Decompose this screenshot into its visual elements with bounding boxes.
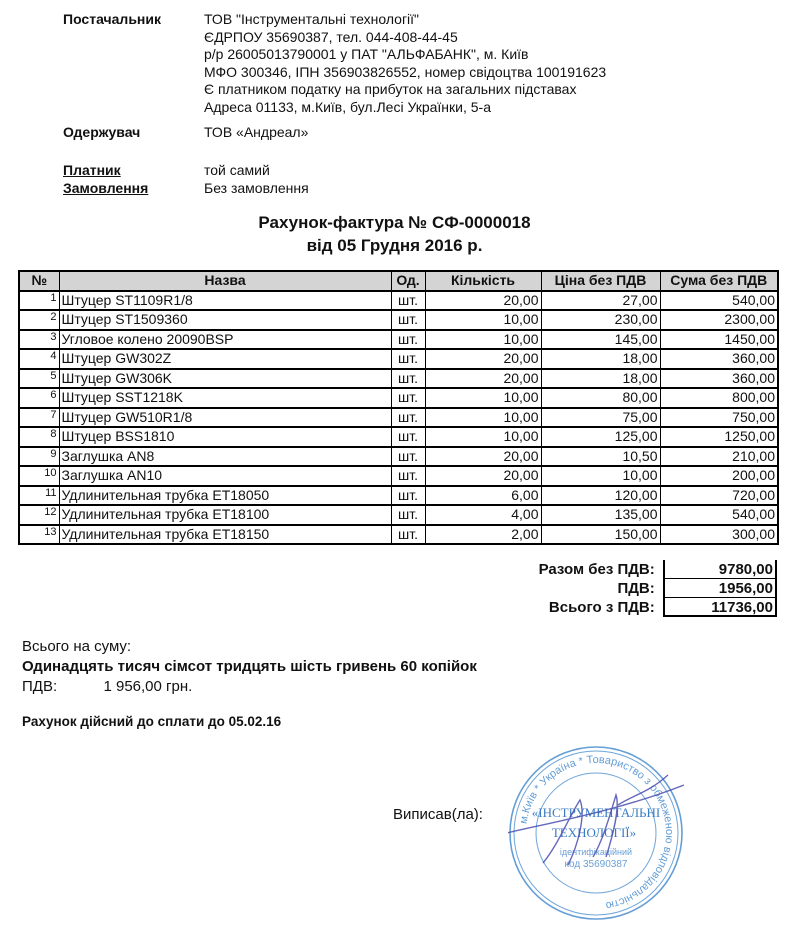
- item-unit: шт.: [391, 291, 425, 311]
- item-quantity: 20,00: [425, 369, 541, 389]
- stamp-code-line2: код 35690387: [564, 859, 628, 870]
- row-number: 10: [19, 466, 59, 486]
- row-number: 13: [19, 525, 59, 545]
- stamp-company-line1: «ІНСТРУМЕНТАЛЬНІ: [531, 805, 661, 820]
- item-price: 80,00: [541, 388, 660, 408]
- item-price: 230,00: [541, 310, 660, 330]
- supplier-mfo: МФО 300346, ІПН 356903826552, номер свідоцтва 100191623: [204, 63, 607, 80]
- item-unit: шт.: [391, 466, 425, 486]
- supplier-bank-account: р/р 26005013790001 у ПАТ "АЛЬФАБАНК", м. Київ: [204, 46, 529, 63]
- item-price: 135,00: [541, 505, 660, 525]
- total-without-vat: [480, 560, 777, 579]
- total-with-vat-label: Всього з ПДВ:: [548, 599, 655, 616]
- item-name: Штуцер ST1509360: [59, 310, 391, 330]
- item-quantity: 10,00: [425, 330, 541, 350]
- row-number: 12: [19, 505, 59, 525]
- table-row: [19, 369, 778, 389]
- summary-block: [22, 637, 477, 697]
- item-quantity: 2,00: [425, 525, 541, 545]
- item-name: Штуцер ST1109R1/8: [59, 291, 391, 311]
- item-name: Штуцер SST1218K: [59, 388, 391, 408]
- item-quantity: 10,00: [425, 427, 541, 447]
- total-with-vat: [480, 598, 777, 617]
- item-price: 145,00: [541, 330, 660, 350]
- item-quantity: 10,00: [425, 408, 541, 428]
- supplier-edrpou: ЄДРПОУ 35690387, тел. 044-408-44-45: [204, 28, 458, 45]
- item-name: Заглушка AN10: [59, 466, 391, 486]
- item-name: Штуцер GW302Z: [59, 349, 391, 369]
- total-without-vat-value: 9780,00: [663, 560, 777, 579]
- stamp-icon: [508, 745, 684, 921]
- item-quantity: 20,00: [425, 466, 541, 486]
- item-name: Угловое колено 20090BSP: [59, 330, 391, 350]
- item-unit: шт.: [391, 447, 425, 467]
- row-number: 7: [19, 408, 59, 428]
- total-sum-words: Одинадцять тисяч сімсот тридцять шість гривень 60 копійок: [22, 658, 477, 675]
- item-quantity: 6,00: [425, 486, 541, 506]
- table-row: [19, 427, 778, 447]
- table-row: [19, 525, 778, 545]
- row-number: 1: [19, 291, 59, 311]
- stamp-company-line2: ТЕХНОЛОГІЇ»: [551, 825, 637, 840]
- table-row: [19, 447, 778, 467]
- valid-until: Рахунок дійсний до сплати до 05.02.16: [22, 714, 282, 729]
- item-unit: шт.: [391, 408, 425, 428]
- item-name: Штуцер GW510R1/8: [59, 408, 391, 428]
- row-number: 3: [19, 330, 59, 350]
- total-without-vat-label: Разом без ПДВ:: [538, 561, 655, 578]
- item-quantity: 20,00: [425, 291, 541, 311]
- item-unit: шт.: [391, 486, 425, 506]
- col-price: Ціна без ПДВ: [541, 271, 660, 291]
- table-row: [19, 310, 778, 330]
- item-unit: шт.: [391, 369, 425, 389]
- vat-label: ПДВ:: [22, 678, 58, 695]
- row-number: 4: [19, 349, 59, 369]
- item-quantity: 20,00: [425, 349, 541, 369]
- item-quantity: 10,00: [425, 310, 541, 330]
- item-price: 125,00: [541, 427, 660, 447]
- item-name: Штуцер GW306K: [59, 369, 391, 389]
- col-number: №: [19, 271, 59, 291]
- item-sum: 750,00: [660, 408, 778, 428]
- item-sum: 360,00: [660, 369, 778, 389]
- supplier-address: Адреса 01133, м.Київ, бул.Лесі Українки, 5-а: [204, 98, 491, 115]
- invoice-date: від 05 Грудня 2016 р.: [306, 236, 483, 255]
- payer-value: той самий: [204, 162, 270, 178]
- item-sum: 1450,00: [660, 330, 778, 350]
- supplier-details: [204, 11, 606, 117]
- stamp-ring-text: м.Київ * Україна * Товариство з обмеженою відповідальністю: [517, 753, 676, 912]
- item-quantity: 10,00: [425, 388, 541, 408]
- supplier-name: ТОВ "Інструментальні технології": [204, 11, 420, 27]
- item-name: Удлинительная трубка ET18150: [59, 525, 391, 545]
- row-number: 11: [19, 486, 59, 506]
- items-table: [18, 270, 779, 545]
- vat-total-label: ПДВ:: [617, 580, 655, 597]
- order-value: Без замовлення: [204, 180, 309, 196]
- item-unit: шт.: [391, 310, 425, 330]
- item-sum: 210,00: [660, 447, 778, 467]
- table-row: [19, 349, 778, 369]
- company-stamp: [508, 745, 684, 921]
- vat-line: [22, 677, 477, 697]
- item-unit: шт.: [391, 525, 425, 545]
- item-unit: шт.: [391, 349, 425, 369]
- vat-value: 1 956,00 грн.: [103, 678, 193, 695]
- item-sum: 540,00: [660, 505, 778, 525]
- item-quantity: 4,00: [425, 505, 541, 525]
- item-price: 120,00: [541, 486, 660, 506]
- row-number: 6: [19, 388, 59, 408]
- stamp-code-line1: ідентифікаційний: [559, 847, 633, 857]
- col-name: Назва: [59, 271, 391, 291]
- col-sum: Сума без ПДВ: [660, 271, 778, 291]
- item-price: 10,50: [541, 447, 660, 467]
- item-sum: 2300,00: [660, 310, 778, 330]
- item-name: Удлинительная трубка ET18050: [59, 486, 391, 506]
- col-unit: Од.: [391, 271, 425, 291]
- totals-block: [480, 560, 777, 617]
- invoice-title: Рахунок-фактура № СФ-0000018: [258, 213, 531, 232]
- table-row: [19, 388, 778, 408]
- supplier-tax-status: Є платником податку на прибуток на загальних підставах: [204, 81, 577, 98]
- item-sum: 540,00: [660, 291, 778, 311]
- item-price: 150,00: [541, 525, 660, 545]
- row-number: 2: [19, 310, 59, 330]
- item-name: Удлинительная трубка ET18100: [59, 505, 391, 525]
- item-sum: 800,00: [660, 388, 778, 408]
- supplier-label: Постачальник: [63, 11, 161, 27]
- item-quantity: 20,00: [425, 447, 541, 467]
- table-row: [19, 291, 778, 311]
- row-number: 9: [19, 447, 59, 467]
- issued-by-label: Виписав(ла):: [393, 806, 483, 823]
- item-price: 75,00: [541, 408, 660, 428]
- table-row: [19, 466, 778, 486]
- item-name: Штуцер BSS1810: [59, 427, 391, 447]
- item-unit: шт.: [391, 505, 425, 525]
- order-label: Замовлення: [63, 180, 149, 196]
- total-sum-label: Всього на суму:: [22, 638, 132, 655]
- col-quantity: Кількість: [425, 271, 541, 291]
- item-name: Заглушка AN8: [59, 447, 391, 467]
- item-sum: 300,00: [660, 525, 778, 545]
- item-price: 10,00: [541, 466, 660, 486]
- table-header-row: [19, 271, 778, 291]
- item-unit: шт.: [391, 388, 425, 408]
- item-price: 18,00: [541, 369, 660, 389]
- item-sum: 1250,00: [660, 427, 778, 447]
- table-row: [19, 408, 778, 428]
- recipient-label: Одержувач: [63, 124, 141, 140]
- row-number: 5: [19, 369, 59, 389]
- table-row: [19, 505, 778, 525]
- recipient-value: ТОВ «Андреал»: [204, 124, 309, 140]
- item-sum: 360,00: [660, 349, 778, 369]
- table-row: [19, 486, 778, 506]
- item-unit: шт.: [391, 330, 425, 350]
- total-with-vat-value: 11736,00: [663, 598, 777, 617]
- table-row: [19, 330, 778, 350]
- item-price: 18,00: [541, 349, 660, 369]
- payer-label: Платник: [63, 162, 121, 178]
- item-sum: 720,00: [660, 486, 778, 506]
- row-number: 8: [19, 427, 59, 447]
- vat-total-value: 1956,00: [663, 579, 777, 598]
- vat-total: [480, 579, 777, 598]
- item-price: 27,00: [541, 291, 660, 311]
- item-unit: шт.: [391, 427, 425, 447]
- item-sum: 200,00: [660, 466, 778, 486]
